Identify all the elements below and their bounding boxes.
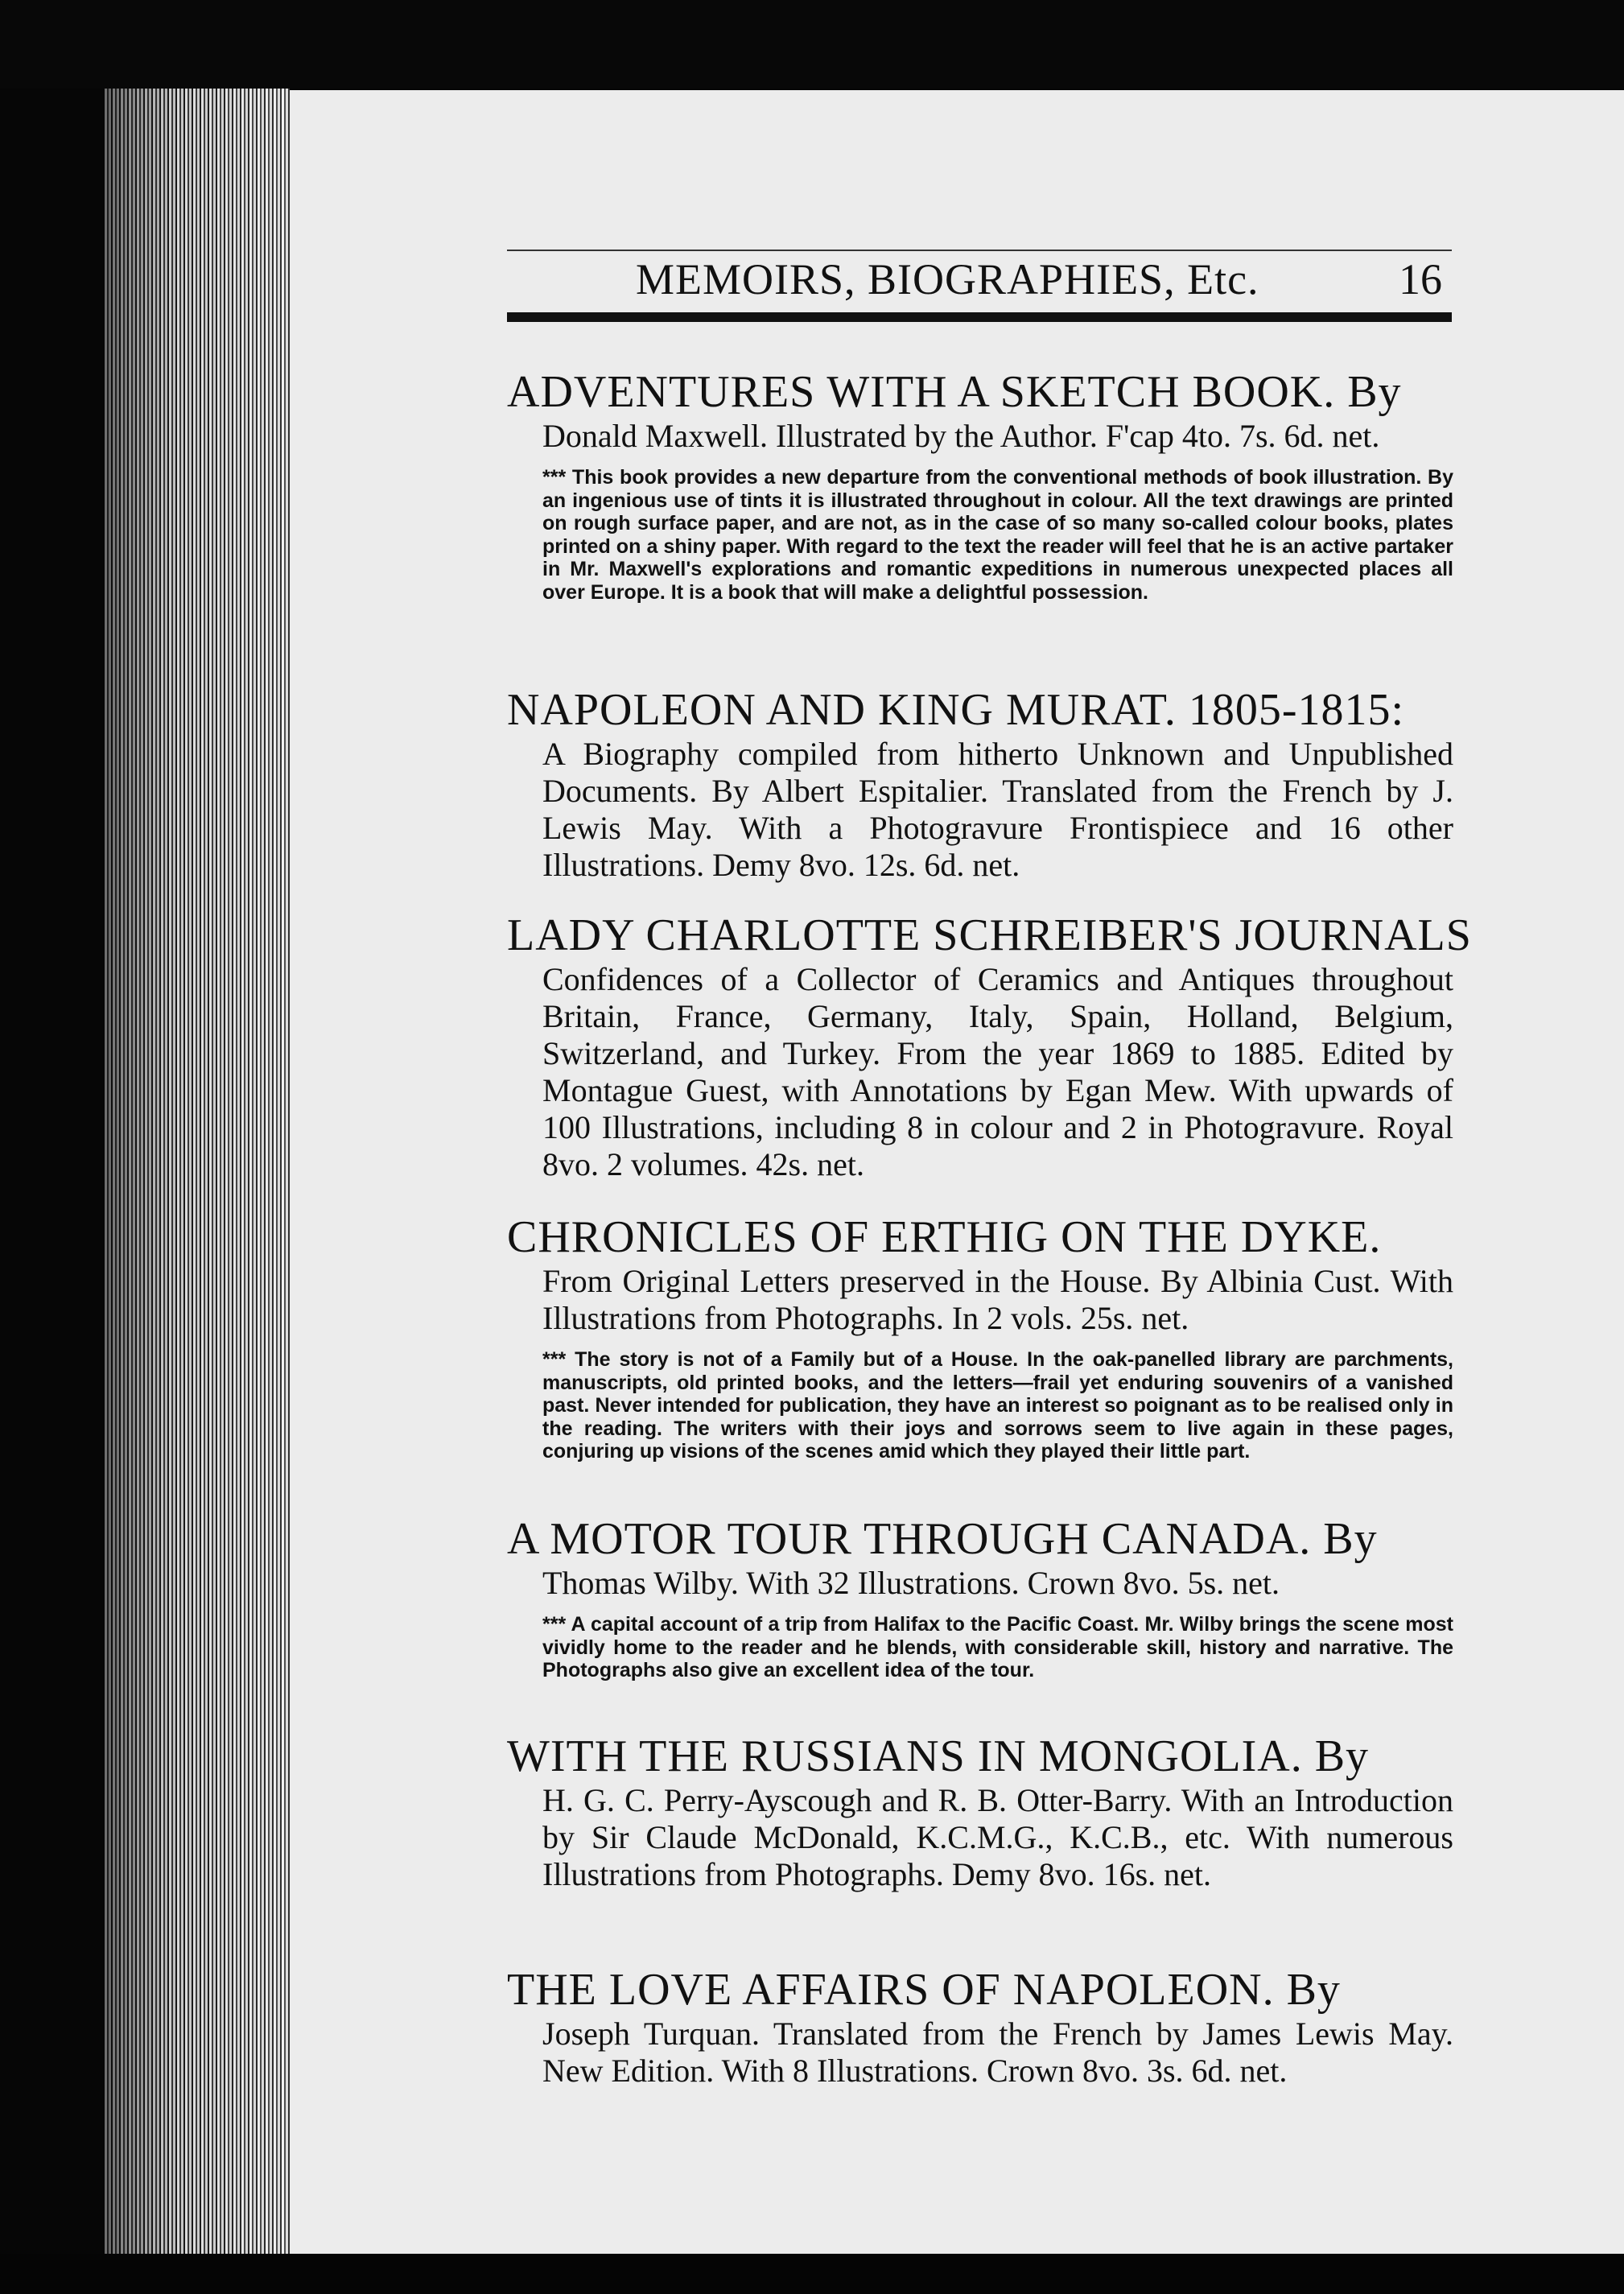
book-entry <box>507 1211 1453 1463</box>
entry-note: *** This book provides a new departure from the conventional methods of book illustration. By an ingenious use of tints it is illustrated throughout in colour. All the text drawings are printed on rough surface paper, and are not, as in the case of so many so-called colour books, plates printed on a shiny paper. With regard to the text the reader will feel that he is an active partaker in Mr. Maxwell's explorations and romantic expeditions in numerous unexpected places all over Europe. It is a book that will make a delightful possession. <box>542 466 1453 604</box>
entry-description: Confidences of a Collector of Ceramics and Antiques throughout Britain, France, Germany, Italy, Spain, Holland, Belgium, Switzerland, and Turkey. From the year 1869 to 1885. Edited by Montague Guest, with Annotations by Egan Mew. With upwards of 100 Illustrations, including 8 in colour and 2 in Photogravure. Royal 8vo. 2 volumes. 42s. net. <box>542 961 1453 1182</box>
header-title: MEMOIRS, BIOGRAPHIES, Etc. <box>636 255 1259 303</box>
entry-title: ADVENTURES WITH A SKETCH BOOK. By <box>507 367 1402 417</box>
scan-background-top <box>0 0 1624 89</box>
book-entry <box>507 366 1453 604</box>
scan-background-bottom <box>0 2254 1624 2294</box>
entry-note: *** The story is not of a Family but of a House. In the oak-panelled library are parchments, manuscripts, old printed books, and the letters—frail yet enduring souvenirs of a vanished past. Never intended for publication, they have an interest so poignant as to be realised only in the reading. The writers with their joys and sorrows seem to live again in these pages, conjuring up visions of the scenes amid which they played their little part. <box>542 1348 1453 1463</box>
entry-title: LADY CHARLOTTE SCHREIBER'S JOURNALS <box>507 910 1472 960</box>
entry-title: CHRONICLES OF ERTHIG ON THE DYKE. <box>507 1212 1382 1262</box>
entry-description: From Original Letters preserved in the House. By Albinia Cust. With Illustrations from Photographs. In 2 vols. 25s. net. <box>542 1263 1453 1336</box>
entry-title: A MOTOR TOUR THROUGH CANADA. By <box>507 1514 1378 1564</box>
entry-description: Joseph Turquan. Translated from the French by James Lewis May. New Edition. With 8 Illustrations. Crown 8vo. 3s. 6d. net. <box>542 2016 1453 2089</box>
book-entry <box>507 684 1453 884</box>
entry-title: WITH THE RUSSIANS IN MONGOLIA. By <box>507 1731 1370 1781</box>
entry-description: Donald Maxwell. Illustrated by the Author. F'cap 4to. 7s. 6d. net. <box>542 418 1380 454</box>
book-entry <box>507 910 1472 1183</box>
running-head <box>507 250 1452 322</box>
header-line <box>507 254 1452 307</box>
entry-description: H. G. C. Perry-Ayscough and R. B. Otter-Barry. With an Introduction by Sir Claude McDonald, K.C.M.G., K.C.B., etc. With numerous Illustrations from Photographs. Demy 8vo. 16s. net. <box>542 1782 1453 1892</box>
book-entry <box>507 1513 1453 1682</box>
book-entry <box>507 1731 1453 1893</box>
header-rule-thin <box>507 250 1452 251</box>
entry-description: A Biography compiled from hitherto Unknown and Unpublished Documents. By Albert Espitalier. Translated from the French by J. Lewis May. With a Photogravure Frontispiece and 16 other Illustrations. Demy 8vo. 12s. 6d. net. <box>542 736 1453 883</box>
entry-title: NAPOLEON AND KING MURAT. 1805-1815: <box>507 685 1405 735</box>
header-rule-thick <box>507 312 1452 322</box>
page-number: 16 <box>1399 255 1442 303</box>
entry-note: *** A capital account of a trip from Halifax to the Pacific Coast. Mr. Wilby brings the scene most vividly home to the reader and he blends, with considerable skill, history and narrative. The Photographs also give an excellent idea of the tour. <box>542 1613 1453 1681</box>
entry-description: Thomas Wilby. With 32 Illustrations. Crown 8vo. 5s. net. <box>542 1565 1280 1601</box>
book-entry <box>507 1964 1453 2090</box>
entry-title: THE LOVE AFFAIRS OF NAPOLEON. By <box>507 1965 1341 2015</box>
book-page-edges-shadow <box>105 89 290 2262</box>
